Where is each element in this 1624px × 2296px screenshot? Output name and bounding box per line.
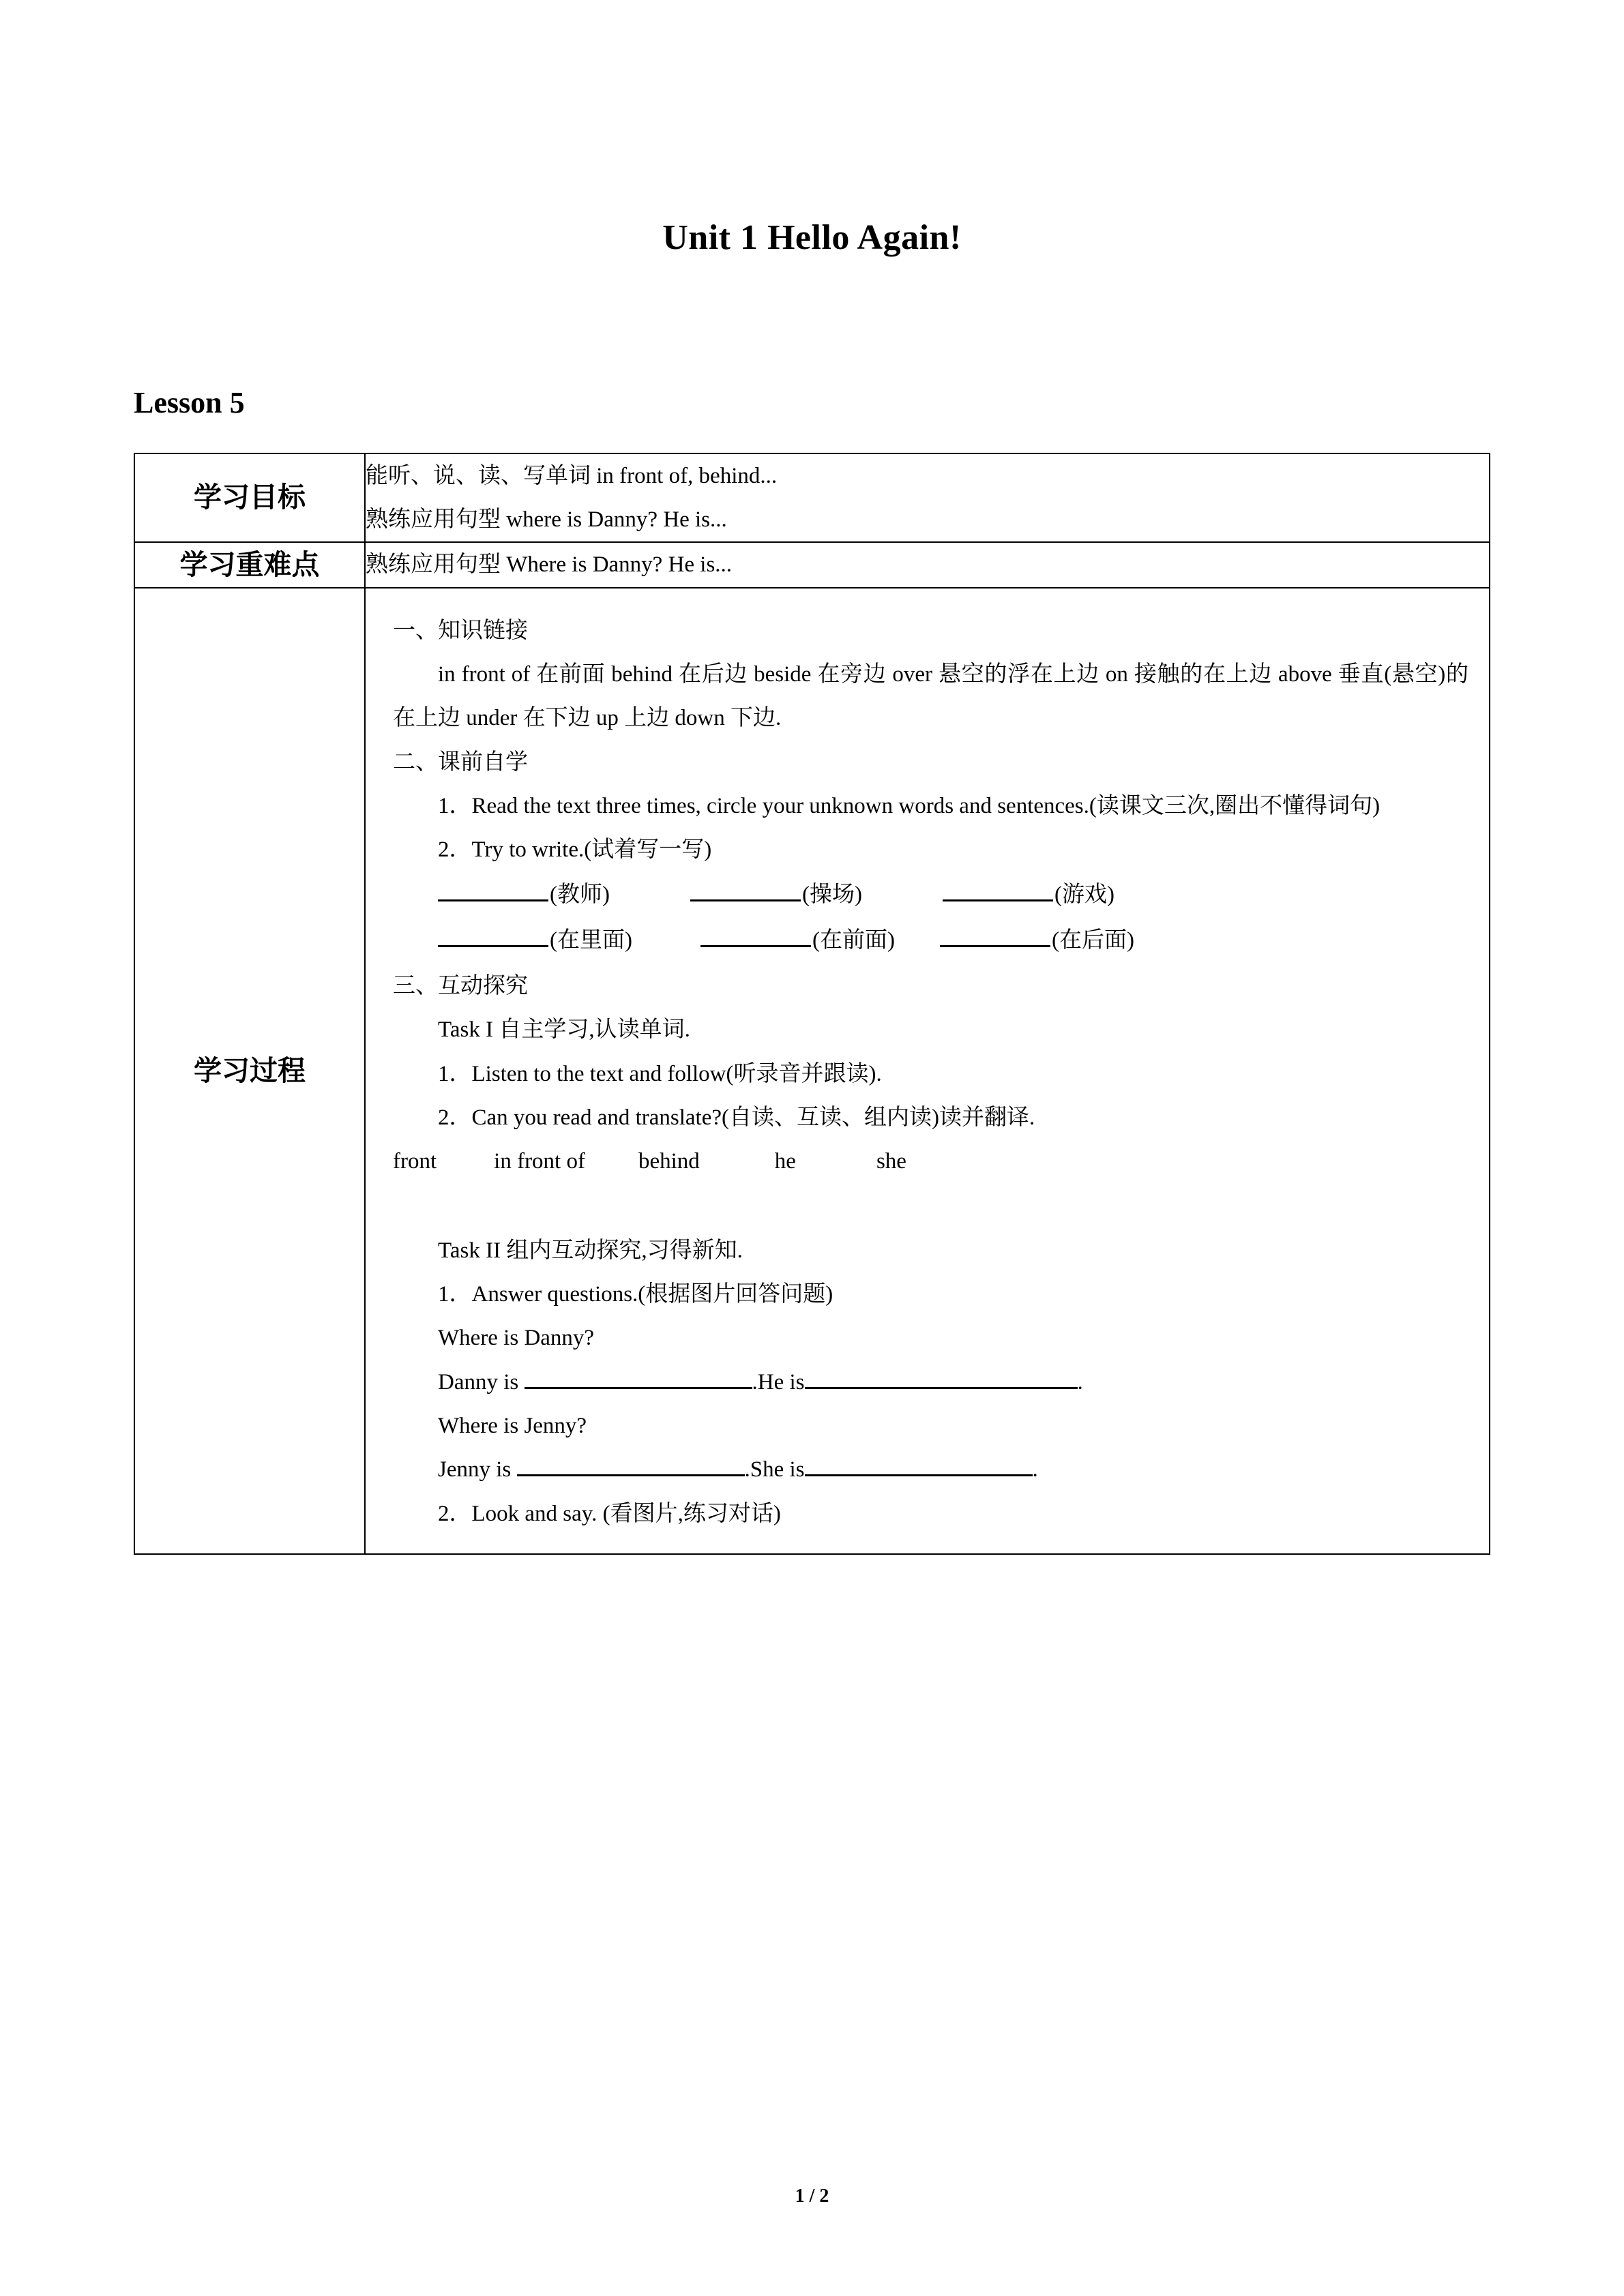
answer-jenny-middle: .She is [744, 1457, 805, 1482]
vocabulary-practice-list [393, 1139, 1468, 1183]
question-jenny: Where is Jenny? [438, 1414, 587, 1439]
word-in-front-of: in front of [494, 1149, 585, 1174]
question-danny: Where is Danny? [438, 1326, 595, 1351]
answer-blank-jenny-place[interactable] [517, 1453, 745, 1477]
answer-danny-line [393, 1360, 1468, 1404]
blank-input-inside[interactable] [438, 924, 548, 948]
row-content-objectives [365, 453, 1490, 543]
objective-line-1: 能听、说、读、写单词 in front of, behind... [366, 463, 778, 488]
blank-input-teacher[interactable] [438, 878, 548, 901]
blank-input-game[interactable] [943, 878, 1053, 901]
fill-blank-row-1 [393, 872, 1468, 919]
task2-item-1: 1．Answer questions.(根据图片回答问题) [438, 1282, 833, 1307]
section-heading-knowledge-link: 一、知识链接 [393, 618, 528, 643]
blank-label-behind: (在后面) [1051, 928, 1134, 953]
row-label-process: 学习过程 [134, 588, 365, 1554]
answer-danny-end: . [1077, 1369, 1083, 1395]
worksheet-table [134, 453, 1490, 1555]
preview-item-2: 2．Try to write.(试着写一写) [438, 837, 712, 863]
word-behind: behind [638, 1149, 700, 1174]
table-row [134, 453, 1490, 543]
page-title: Unit 1 Hello Again! [662, 218, 962, 257]
answer-jenny-line [393, 1448, 1468, 1491]
task2-item-2: 2．Look and say. (看图片,练习对话) [438, 1501, 781, 1526]
row-label-keypoints: 学习重难点 [134, 542, 365, 587]
answer-danny-prefix: Danny is [438, 1369, 525, 1395]
blank-label-inside: (在里面) [550, 928, 632, 953]
worksheet-container [0, 420, 1624, 1555]
word-front: front [393, 1149, 437, 1174]
page-number: 1 / 2 [795, 2186, 829, 2207]
blank-label-playground: (操场) [801, 882, 862, 907]
blank-label-infrontof: (在前面) [812, 928, 895, 953]
answer-blank-danny-he[interactable] [805, 1365, 1078, 1389]
answer-jenny-end: . [1032, 1457, 1038, 1482]
row-content-keypoints [365, 542, 1490, 587]
task1-item-1: 1．Listen to the text and follow(听录音并跟读). [438, 1061, 882, 1086]
blank-label-teacher: (教师) [550, 882, 610, 907]
word-he: he [774, 1149, 796, 1174]
row-label-objectives: 学习目标 [134, 453, 365, 543]
keypoint-line-1: 熟练应用句型 Where is Danny? He is... [366, 552, 733, 578]
blank-input-infrontof[interactable] [700, 924, 811, 948]
fill-blank-row-2 [393, 918, 1468, 964]
section-heading-preview: 二、课前自学 [393, 749, 528, 775]
answer-blank-jenny-she[interactable] [805, 1453, 1033, 1477]
lesson-heading: Lesson 5 [134, 386, 245, 420]
blank-label-game: (游戏) [1054, 882, 1114, 907]
row-content-process [365, 588, 1490, 1554]
answer-danny-middle: .He is [752, 1369, 805, 1395]
blank-input-behind[interactable] [940, 924, 1050, 948]
blank-spacer [393, 1184, 1468, 1229]
task1-title: Task I 自主学习,认读单词. [438, 1017, 690, 1043]
preview-item-1: 1．Read the text three times, circle your unknown words and sentences.(读课文三次,圈出不懂得词句) [438, 793, 1381, 818]
section-heading-interaction: 三、互动探究 [393, 973, 528, 998]
table-row [134, 542, 1490, 587]
table-row [134, 588, 1490, 1554]
answer-blank-danny-place[interactable] [525, 1365, 752, 1389]
answer-jenny-prefix: Jenny is [438, 1457, 517, 1482]
task1-item-2: 2．Can you read and translate?(自读、互读、组内读)读并翻译. [438, 1105, 1035, 1130]
objective-line-2: 熟练应用句型 where is Danny? He is... [366, 507, 727, 532]
knowledge-link-body: in front of 在前面 behind 在后边 beside 在旁边 over 悬空的浮在上边 on 接触的在上边 above 垂直(悬空)的在上边 under 在下边 up 上边 down 下边. [393, 661, 1468, 731]
word-she: she [876, 1149, 906, 1174]
task2-title: Task II 组内互动探究,习得新知. [438, 1238, 743, 1263]
blank-input-playground[interactable] [690, 878, 801, 901]
